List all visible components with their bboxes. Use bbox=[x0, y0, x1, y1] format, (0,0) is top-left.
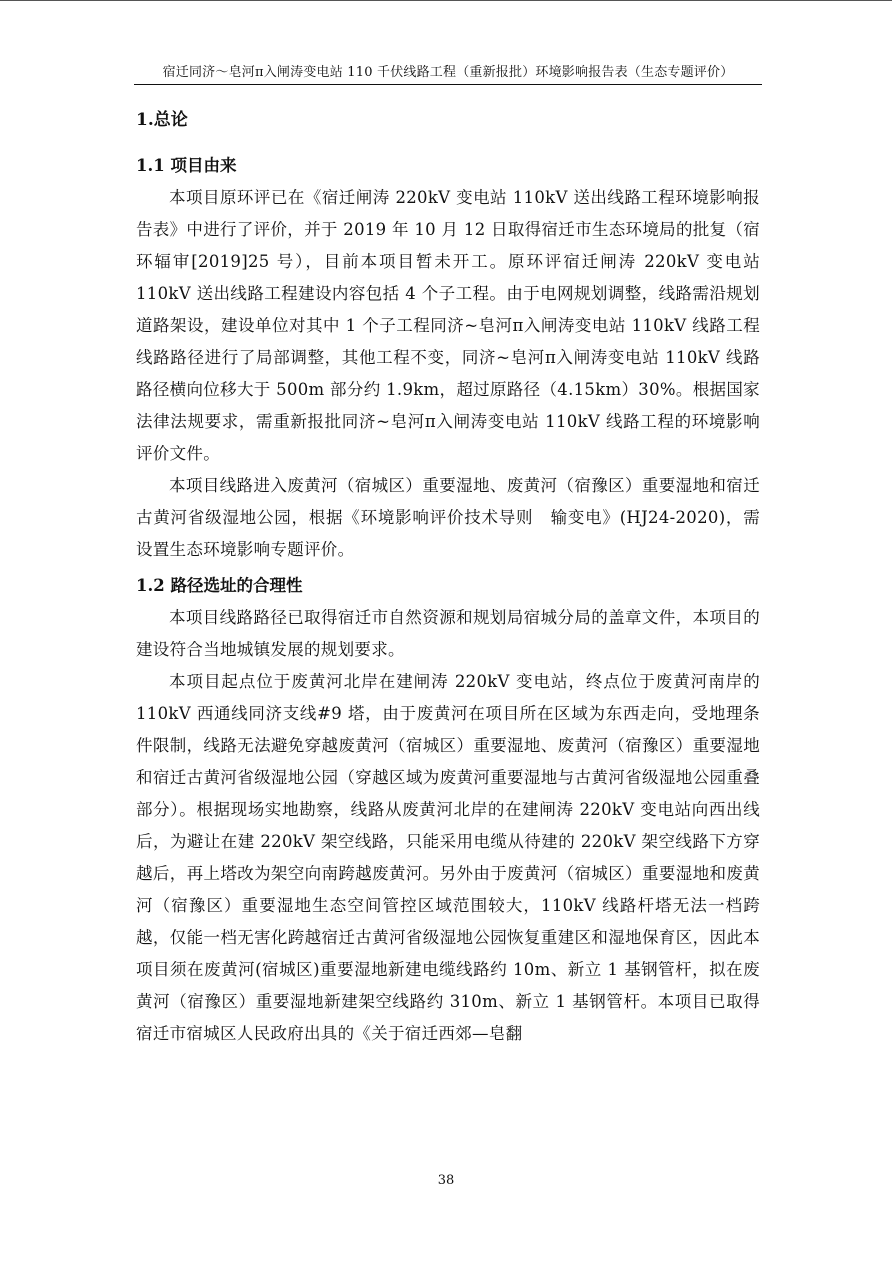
subsection-title: 1.1 项目由来 bbox=[136, 156, 237, 175]
subsection-title: 1.2 路径选址的合理性 bbox=[136, 576, 303, 595]
document-body bbox=[136, 100, 760, 1050]
section-title: 1.总论 bbox=[136, 110, 188, 130]
running-header: 宿迁同济～皂河π入闸涛变电站 110 千伏线路工程（重新报批）环境影响报告表（生态专题评价） bbox=[162, 65, 734, 80]
paragraph: 本项目起点位于废黄河北岸在建闸涛 220kV 变电站，终点位于废黄河南岸的 110kV 西通线同济支线#9 塔，由于废黄河在项目所在区域为东西走向，受地理条件限制，线路无法避免穿越废黄河（宿城区）重要湿地、废黄河（宿豫区）重要湿地和宿迁古黄河省级湿地公园（穿越区域为废黄河重要湿地与古黄河省级湿地公园重叠部分）。根据现场实地勘察，线路从废黄河北岸的在建闸涛 220kV 变电站向西出线后，为避让在建 220kV 架空线路，只能采用电缆从待建的 220kV 架空线路下方穿越后，再上塔改为架空向南跨越废黄河。另外由于废黄河（宿城区）重要湿地和废黄河（宿豫区）重要湿地生态空间管控区域范围较大，110kV 线路杆塔无法一档跨越，仅能一档无害化跨越宿迁古黄河省级湿地公园恢复重建区和湿地保育区，因此本项目须在废黄河(宿城区)重要湿地新建电缆线路约 10m、新立 1 基钢管杆，拟在废黄河（宿豫区）重要湿地新建架空线路约 310m、新立 1 基钢管杆。本项目已取得宿迁市宿城区人民政府出具的《关于宿迁西郊—皂翻 bbox=[136, 672, 760, 1043]
header-rule bbox=[134, 84, 762, 85]
paragraph: 本项目原环评已在《宿迁闸涛 220kV 变电站 110kV 送出线路工程环境影响报告表》中进行了评价，并于 2019 年 10 月 12 日取得宿迁市生态环境局的批复（宿环辐审[2019]25 号），目前本项目暂未开工。原环评宿迁闸涛 220kV 变电站 110kV 送出线路工程建设内容包括 4 个子工程。由于电网规划调整，线路需沿规划道路架设，建设单位对其中 1 个子工程同济~皂河π入闸涛变电站 110kV 线路工程线路路径进行了局部调整，其他工程不变，同济~皂河π入闸涛变电站 110kV 线路路径横向位移大于 500m 部分约 1.9km，超过原路径（4.15km）30%。根据国家法律法规要求，需重新报批同济~皂河π入闸涛变电站 110kV 线路工程的环境影响评价文件。 bbox=[136, 188, 760, 463]
paragraph: 本项目线路路径已取得宿迁市自然资源和规划局宿城分局的盖章文件，本项目的建设符合当地城镇发展的规划要求。 bbox=[136, 608, 760, 659]
paragraph: 本项目线路进入废黄河（宿城区）重要湿地、废黄河（宿豫区）重要湿地和宿迁古黄河省级湿地公园，根据《环境影响评价技术导则 输变电》(HJ24-2020)，需设置生态环境影响专题评价。 bbox=[136, 476, 760, 559]
page-top-edge bbox=[0, 0, 892, 1]
page-number: 38 bbox=[437, 1173, 455, 1188]
